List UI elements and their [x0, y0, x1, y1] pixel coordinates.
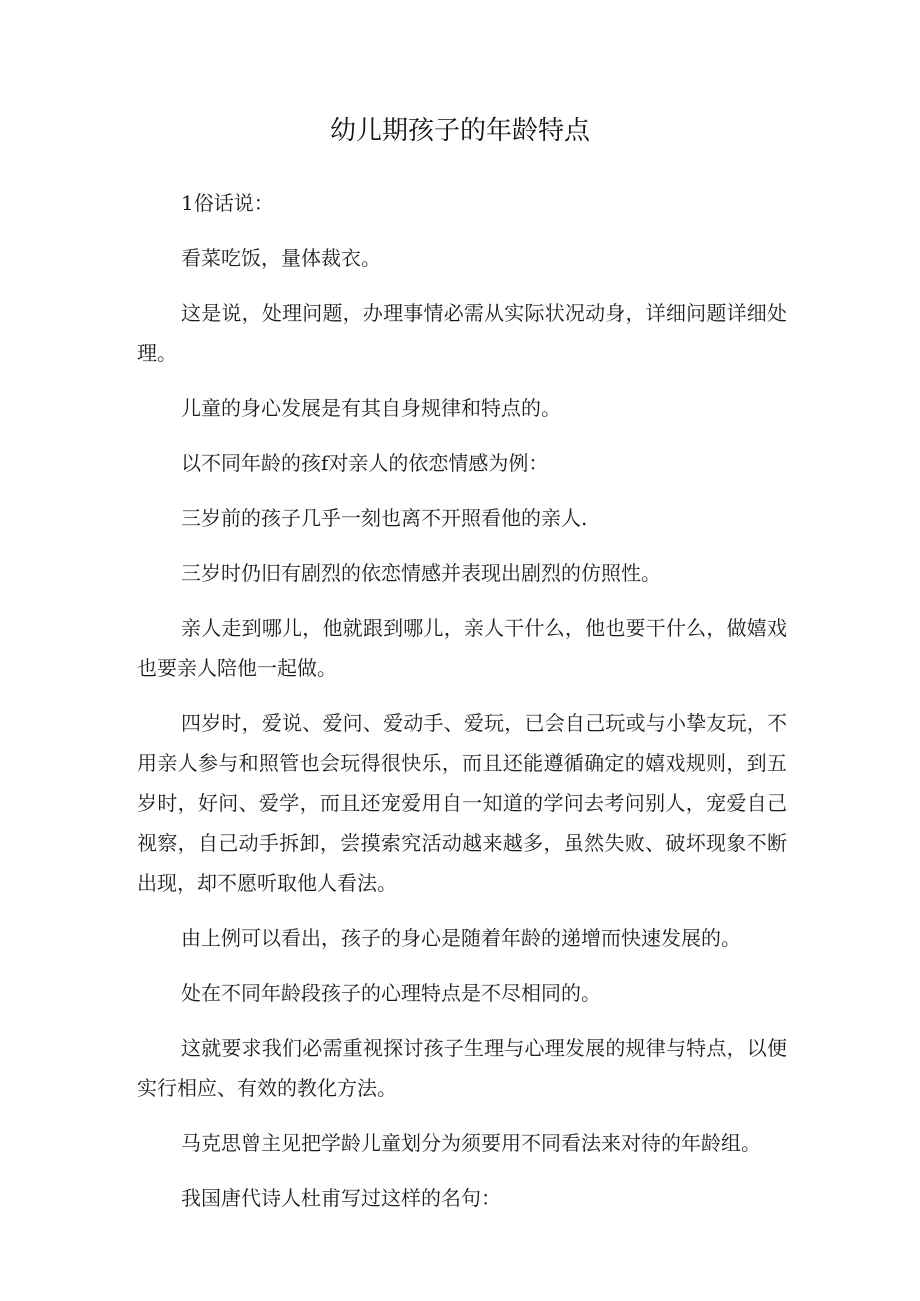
paragraph: 这是说，处理问题，办理事情必需从实际状况动身，详细问题详细处理。 [137, 301, 787, 365]
paragraph: 三岁时仍旧有剧烈的依恋情感并表现出剧烈的仿照性。 [181, 561, 661, 585]
paragraph: 亲人走到哪儿，他就跟到哪儿，亲人干什么，他也要干什么，做嬉戏也要亲人陪他一起做。 [137, 616, 787, 680]
document-title: 幼儿期孩子的年龄特点 [329, 116, 590, 146]
paragraph: 看菜吃饭，量体裁衣。 [181, 246, 381, 270]
paragraph: 以不同年龄的孩f对亲人的依恋情感为例： [181, 451, 549, 475]
paragraph: 由上例可以看出，孩子的身心是随着年龄的递增而快速发展的。 [181, 926, 741, 950]
document-body [137, 183, 787, 1233]
paragraph: 这就要求我们必需重视探讨孩子生理与心理发展的规律与特点，以便实行相应、有效的教化方法。 [137, 1036, 787, 1100]
paragraph: 四岁时，爱说、爱问、爱动手、爱玩，已会自己玩或与小挚友玩，不用亲人参与和照管也会玩得很快乐，而且还能遵循确定的嬉戏规则，到五岁时，好问、爱学，而且还宠爱用自一知道的学问去考问别人，宠爱自己视察，自己动手拆卸，尝摸索究活动越来越多，虽然失败、破坏现象不断出现，却不愿听取他人看法。 [137, 711, 787, 895]
paragraph: 1俗话说： [181, 191, 274, 215]
paragraph: 马克思曾主见把学龄儿童划分为须要用不同看法来对待的年龄组。 [181, 1131, 761, 1155]
paragraph: 处在不同年龄段孩子的心理特点是不尽相同的。 [181, 981, 601, 1005]
paragraph: 儿童的身心发展是有其自身规律和特点的。 [181, 396, 561, 420]
paragraph: 三岁前的孩子几乎一刻也离不开照看他的亲人. [181, 506, 588, 530]
paragraph: 我国唐代诗人杜甫写过这样的名句： [181, 1186, 501, 1210]
